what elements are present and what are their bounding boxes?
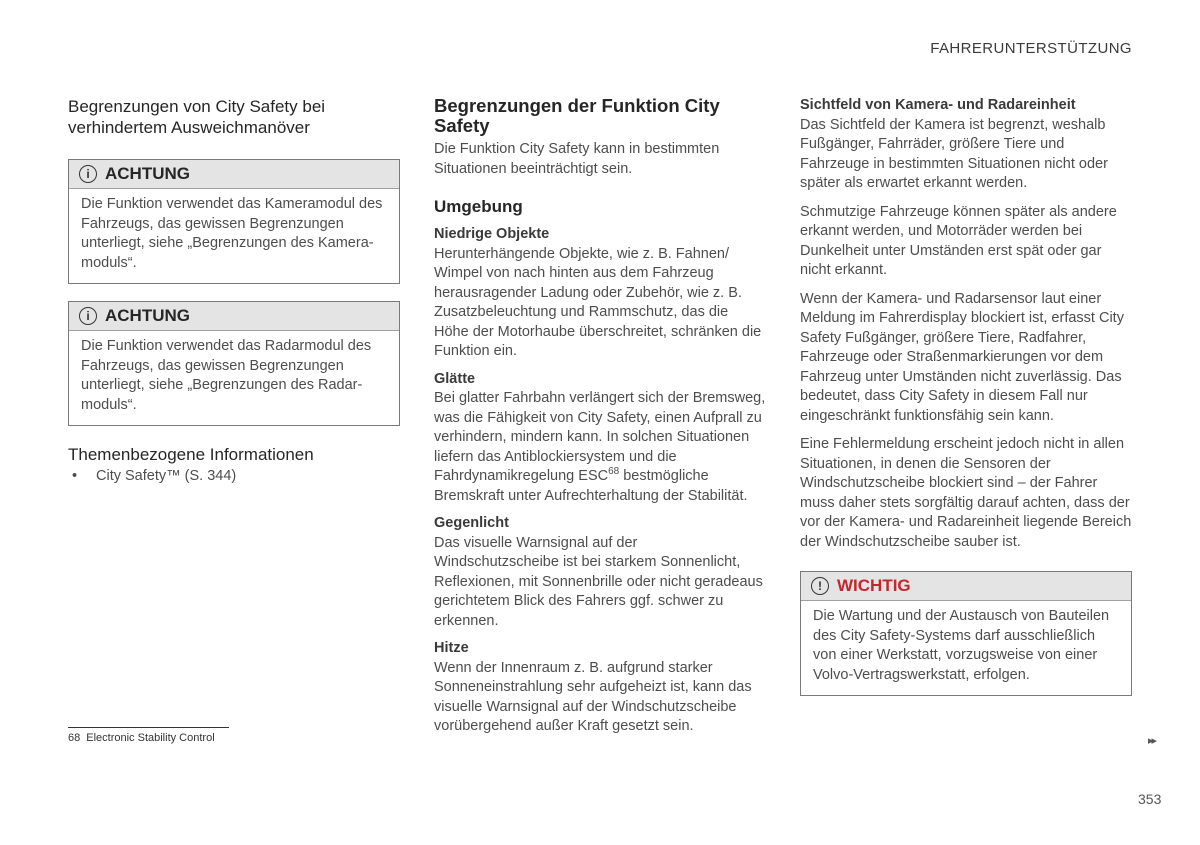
topic-text: Wenn der Innenraum z. B. aufgrund starker Sonneneinstrahlung sehr aufgeheizt ist, kann das visuelle Warnsignal auf der Windschutzscheibe vorübergehend außer Kraft gesetzt sein. [434,659,752,734]
next-page-arrow-icon[interactable]: ▸▸ [1148,735,1156,747]
footnote-number: 68 [68,732,81,744]
topic-text [434,389,766,506]
paragraph: Schmutzige Fahrzeuge können später als andere erkannt werden, und Motorräder werden bei Dunkelheit unter Umständen erst spät oder gar nicht erkannt. [800,203,1117,278]
important-header [801,572,1131,601]
related-link[interactable]: City Safety™ (S. 344) [96,468,237,484]
warning-header [69,160,399,189]
footnote-divider [68,727,229,728]
warning-text: Die Funktion verwendet das Radarmodul des Fahrzeugs, das gewissen Begrenzungen unterliegt, siehe „Begrenzungen des Radar-moduls“. [81,338,372,413]
bullet: • [72,468,78,484]
topic-text: Herunterhängende Objekte, wie z. B. Fahnen/ Wimpel von nach hinten aus dem Fahrzeug herausragender Ladung oder Zubehör, wie z. B. Zusatzbeleuchtung und Rammschutz, das die Höhe der Motorhaube überschreitet, schränken die Funktion ein. [434,245,762,359]
list-item[interactable] [68,467,400,487]
paragraph: Wenn der Kamera- und Radarsensor laut einer Meldung im Fahrerdisplay blockiert ist, erfasst City Safety Fußgänger, größere Tiere, Radfahrer, Fahrzeuge oder Straßenmarkierungen vor dem Fahrzeug unter Umständen nicht zuverlässig. Das bedeutet, dass City Safety in diesem Fall nur eingeschränkt funktionsfähig sein kann. [800,290,1124,424]
info-icon: i [79,165,97,183]
section-title: Begrenzungen von City Safety bei verhindertem Ausweichmanöver [68,97,326,137]
exclamation-icon: ! [811,577,829,595]
column-right [800,96,1132,696]
warning-box [68,301,400,426]
footnote [68,732,215,744]
warning-header [69,302,399,331]
important-box [800,571,1132,696]
topic-title: Niedrige Objekte [434,226,550,242]
column-middle [434,96,766,737]
paragraph: Eine Fehlermeldung erscheint jedoch nicht in allen Situationen, in denen die Sensoren der Windschutzscheibe blockiert sind – der Fahrer muss daher stets sorgfältig darauf achten, dass der vor der Kamera- und Radareinheit liegende Bereich der Windschutzscheibe sauber ist. [800,436,1132,550]
topic-text-part: bestmögliche Bremskraft unter Aufrechterhaltung der Stabilität. [434,468,748,504]
topic-title: Glätte [434,370,476,387]
related-title: Themenbezogene Informationen [68,445,314,464]
topic-text: Das visuelle Warnsignal auf der Windschutzscheibe ist bei starkem Sonnenlicht, Reflexionen, mit Sonnenbrille oder nicht geradeaus gerichtetem Blick des Fahrers ggf. schwer zu erkennen. [434,534,763,629]
important-text: Die Wartung und der Austausch von Bauteilen des City Safety-Systems darf ausschließlich von einer Werkstatt, vorzugsweise von einer Volvo-Vertragswerkstatt, erfolgen. [813,608,1110,683]
related-list [68,467,400,487]
intro-text: Die Funktion City Safety kann in bestimmten Situationen beeinträchtigt sein. [434,141,720,177]
section-header: FAHRERUNTERSTÜTZUNG [930,40,1132,57]
column-left [68,96,400,487]
warning-label: ACHTUNG [105,164,190,183]
topic-title: Hitze [434,640,469,656]
paragraph: Das Sichtfeld der Kamera ist begrenzt, weshalb Fußgänger, Fahrräder, größere Tiere und Fahrzeuge in bestimmten Situationen nicht oder später als erwartet erkannt werden. [800,116,1108,191]
footnote-text: Electronic Stability Control [86,732,215,744]
subsection-title: Umgebung [434,197,523,216]
topic-text-part: Bei glatter Fahrbahn verlängert sich der Bremsweg, was die Fähigkeit von City Safety, einen Aufprall zu verhindern, mindern kann. In solchen Situationen liefern das Antiblockiersystem und die Fahrdynamikregelung ESC [434,390,766,484]
section-title: Begrenzungen der Funktion City Safety [434,95,720,136]
footnote-ref[interactable]: 68 [608,466,620,478]
important-label: WICHTIG [837,576,911,595]
topic-title: Gegenlicht [434,515,509,531]
warning-box [68,159,400,284]
warning-label: ACHTUNG [105,306,190,325]
topic-title: Sichtfeld von Kamera- und Radareinheit [800,97,1076,113]
warning-text: Die Funktion verwendet das Kameramodul des Fahrzeugs, das gewissen Begrenzungen unterliegt, siehe „Begrenzungen des Kamera-moduls“. [81,196,383,271]
info-icon: i [79,307,97,325]
page-number: 353 [1138,791,1162,807]
